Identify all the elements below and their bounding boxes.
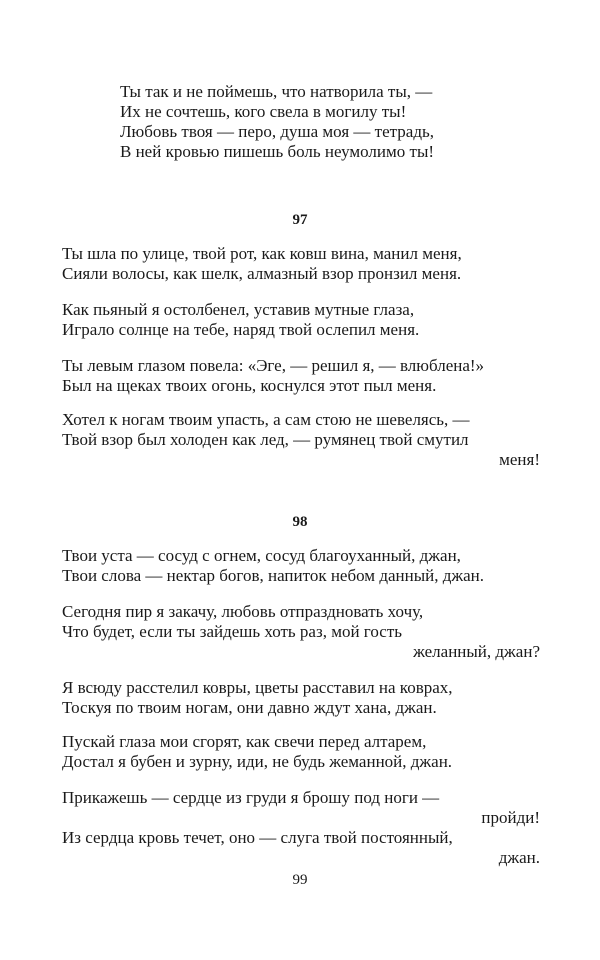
poem-number-97: 97 [292, 212, 308, 228]
poem97-stanza-2 [62, 300, 540, 340]
poem-line: Сияли волосы, как шелк, алмазный взор пронзил меня. [62, 264, 462, 283]
poem-line: Пускай глаза мои сгорят, как свечи перед алтарем, [62, 732, 427, 751]
poem-line-continuation: джан. [498, 848, 540, 867]
poem-line: Был на щеках твоих огонь, коснулся этот пыл меня. [62, 376, 437, 395]
poem97-stanza-4 [62, 410, 540, 470]
poem-line: Ты так и не поймешь, что натворила ты, — [120, 82, 433, 101]
poem97-stanza-1 [62, 244, 540, 284]
poem-line: Твои уста — сосуд с огнем, сосуд благоуханный, джан, [62, 546, 461, 565]
poem-line: Твой взор был холоден как лед, — румянец твой смутил [62, 430, 469, 449]
poem-line: Сегодня пир я закачу, любовь отпраздновать хочу, [62, 602, 424, 621]
poem98-stanza-2 [62, 602, 540, 662]
intro-stanza [120, 82, 500, 162]
poem-line: Тоскуя по твоим ногам, они давно ждут хана, джан. [62, 698, 437, 717]
poem-line: Играло солнце на тебе, наряд твой ослепил меня. [62, 320, 420, 339]
poem-line: Их не сочтешь, кого свела в могилу ты! [120, 102, 407, 121]
poem-line: В ней кровью пишешь боль неумолимо ты! [120, 142, 435, 161]
poem-line: Ты шла по улице, твой рот, как ковш вина, манил меня, [62, 244, 462, 263]
poem-line: Как пьяный я остолбенел, уставив мутные глаза, [62, 300, 415, 319]
poem-line: Хотел к ногам твоим упасть, а сам стою не шевелясь, — [62, 410, 470, 429]
poem98-stanza-5 [62, 788, 540, 868]
poem-line: Твои слова — нектар богов, напиток небом данный, джан. [62, 566, 485, 585]
poem-line: Из сердца кровь течет, оно — слуга твой постоянный, [62, 828, 453, 847]
poem-line-continuation: меня! [499, 450, 540, 469]
poem-line: Я всюду расстелил ковры, цветы расставил на коврах, [62, 678, 453, 697]
poem97-stanza-3 [62, 356, 540, 396]
poem-line: Что будет, если ты зайдешь хоть раз, мой гость [62, 622, 402, 641]
poem-line: Любовь твоя — перо, душа моя — тетрадь, [120, 122, 434, 141]
poem-number-98: 98 [292, 514, 308, 530]
poem98-stanza-3 [62, 678, 540, 718]
poem98-stanza-1 [62, 546, 540, 586]
poem-line: Ты левым глазом повела: «Эге, — решил я, — влюблена!» [62, 356, 485, 375]
poem-line-continuation: желанный, джан? [413, 642, 540, 661]
poem-line: Достал я бубен и зурну, иди, не будь жеманной, джан. [62, 752, 453, 771]
poem-line-continuation: пройди! [481, 808, 540, 827]
poem-line: Прикажешь — сердце из груди я брошу под ноги — [62, 788, 440, 807]
poem98-stanza-4 [62, 732, 540, 772]
page-number: 99 [292, 872, 308, 888]
